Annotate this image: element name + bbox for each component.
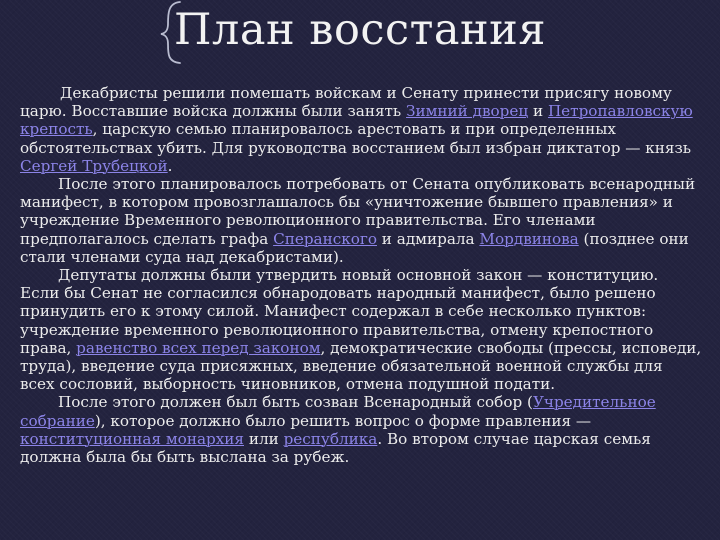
paragraph-text: После этого должен был быть созван Всенародный собор (	[58, 393, 533, 412]
link-constitutional-monarchy[interactable]: конституционная монархия	[20, 429, 244, 448]
paragraph-text: После этого планировалось потребовать от Сената опубликовать всенародный манифест, в котором провозглашалось бы «уничтожение бывшего правления» и учреждение Временного революционного правительства. Его членами предполагалось сделать графа	[20, 175, 696, 248]
link-speransky[interactable]: Сперанского	[273, 229, 377, 248]
link-peter-paul-fortress[interactable]: Петропавловскую крепость	[20, 102, 693, 139]
paragraph-2	[20, 175, 702, 266]
paragraph-text: .	[167, 156, 173, 175]
page-title: План восстания	[174, 5, 546, 55]
paragraph-text: Депутаты должны были утвердить новый основной закон — конституцию. Если бы Сенат не согласился обнародовать народный манифест, было решено принудить его к этому силой. Манифест содержал в себе несколько пунктов: учреждение временного революционного правительства, отмену крепостного права,	[20, 266, 659, 357]
paragraph-text: ), которое должно было решить вопрос о форме правления —	[94, 411, 592, 430]
paragraph-text: (позднее они стали членами суда над декабристами).	[20, 229, 689, 266]
paragraph-text: . Во втором случае царская семья должна была бы быть выслана за рубеж.	[20, 429, 651, 467]
link-mordvinov[interactable]: Мордвинова	[479, 229, 579, 248]
paragraph-3	[20, 266, 702, 393]
document-body	[20, 84, 702, 466]
paragraph-1	[20, 84, 702, 175]
paragraph-text: или	[244, 429, 284, 448]
link-winter-palace[interactable]: Зимний дворец	[406, 102, 529, 121]
paragraph-text: , царскую семью планировалось арестовать и при определенных обстоятельствах убить. Для руководства восстанием был избран диктатор — князь	[20, 120, 692, 157]
link-republic[interactable]: республика	[283, 429, 378, 448]
paragraph-text: и	[528, 102, 548, 121]
link-constituent-assembly[interactable]: Учредительное собрание	[20, 393, 656, 430]
paragraph-text: , демократические свободы (прессы, исповеди, труда), введение суда присяжных, введение обязательной военной службы для всех сословий, выборность чиновников, отмена подушной подати.	[20, 338, 702, 394]
paragraph-4	[20, 393, 702, 466]
link-equality-before-law[interactable]: равенство всех перед законом	[76, 338, 321, 357]
paragraph-text: и адмирала	[376, 229, 480, 248]
paragraph-text: Декабристы решили помешать войскам и Сенату принести присягу новому царю. Восставшие войска должны были занять	[20, 84, 672, 121]
link-sergei-trubetskoy[interactable]: Сергей Трубецкой	[20, 156, 168, 175]
